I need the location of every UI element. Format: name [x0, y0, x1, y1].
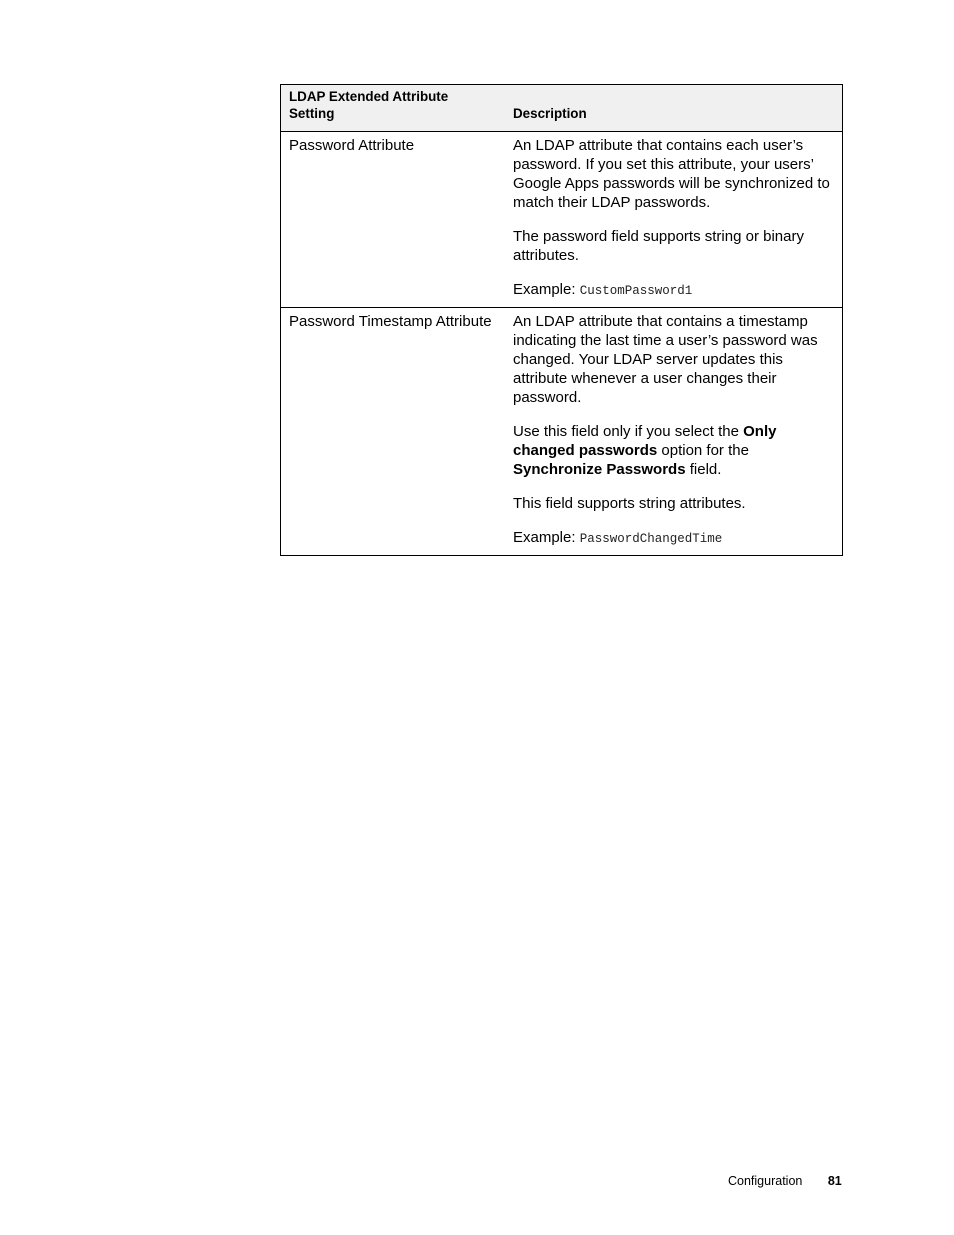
- setting-description: [505, 132, 843, 308]
- description-text: option for the: [657, 442, 749, 459]
- description-paragraph: [513, 494, 834, 513]
- setting-name: Password Timestamp Attribute: [281, 308, 506, 556]
- page-number: 81: [827, 1174, 842, 1188]
- column-header-setting: LDAP Extended Attribute Setting: [281, 85, 506, 132]
- description-text: An LDAP attribute that contains a timestamp indicating the last time a user’s password was changed. Your LDAP server updates this attribute whenever a user changes their password.: [513, 313, 818, 406]
- ui-option-name: Only changed passwords: [513, 423, 777, 459]
- footer-section-title: Configuration: [728, 1174, 803, 1188]
- description-text: Example:: [513, 529, 580, 546]
- description-paragraph: [513, 227, 834, 265]
- example-value: CustomPassword1: [579, 284, 693, 298]
- table-row: [281, 308, 843, 556]
- ldap-extended-attribute-table: [280, 84, 843, 556]
- description-text: Example:: [513, 281, 580, 298]
- setting-description: [505, 308, 843, 556]
- ui-option-name: Synchronize Passwords: [513, 461, 686, 478]
- description-text: field.: [685, 461, 722, 478]
- description-paragraph: [513, 312, 834, 407]
- description-text: Use this field only if you select the: [513, 423, 744, 440]
- table-header-row: [281, 85, 843, 132]
- column-header-description: Description: [505, 85, 843, 132]
- description-paragraph: [513, 280, 834, 301]
- example-value: PasswordChangedTime: [579, 532, 723, 546]
- setting-name: Password Attribute: [281, 132, 506, 308]
- description-text: An LDAP attribute that contains each user’s password. If you set this attribute, your users’ Google Apps passwords will be synchronized to match their LDAP passwords.: [513, 137, 830, 211]
- table-body: [281, 132, 843, 556]
- description-paragraph: [513, 136, 834, 212]
- description-paragraph: [513, 528, 834, 549]
- description-text: The password field supports string or binary attributes.: [513, 228, 804, 264]
- description-text: This field supports string attributes.: [513, 495, 746, 512]
- description-paragraph: [513, 422, 834, 479]
- page-footer: [728, 1174, 842, 1189]
- table-row: [281, 132, 843, 308]
